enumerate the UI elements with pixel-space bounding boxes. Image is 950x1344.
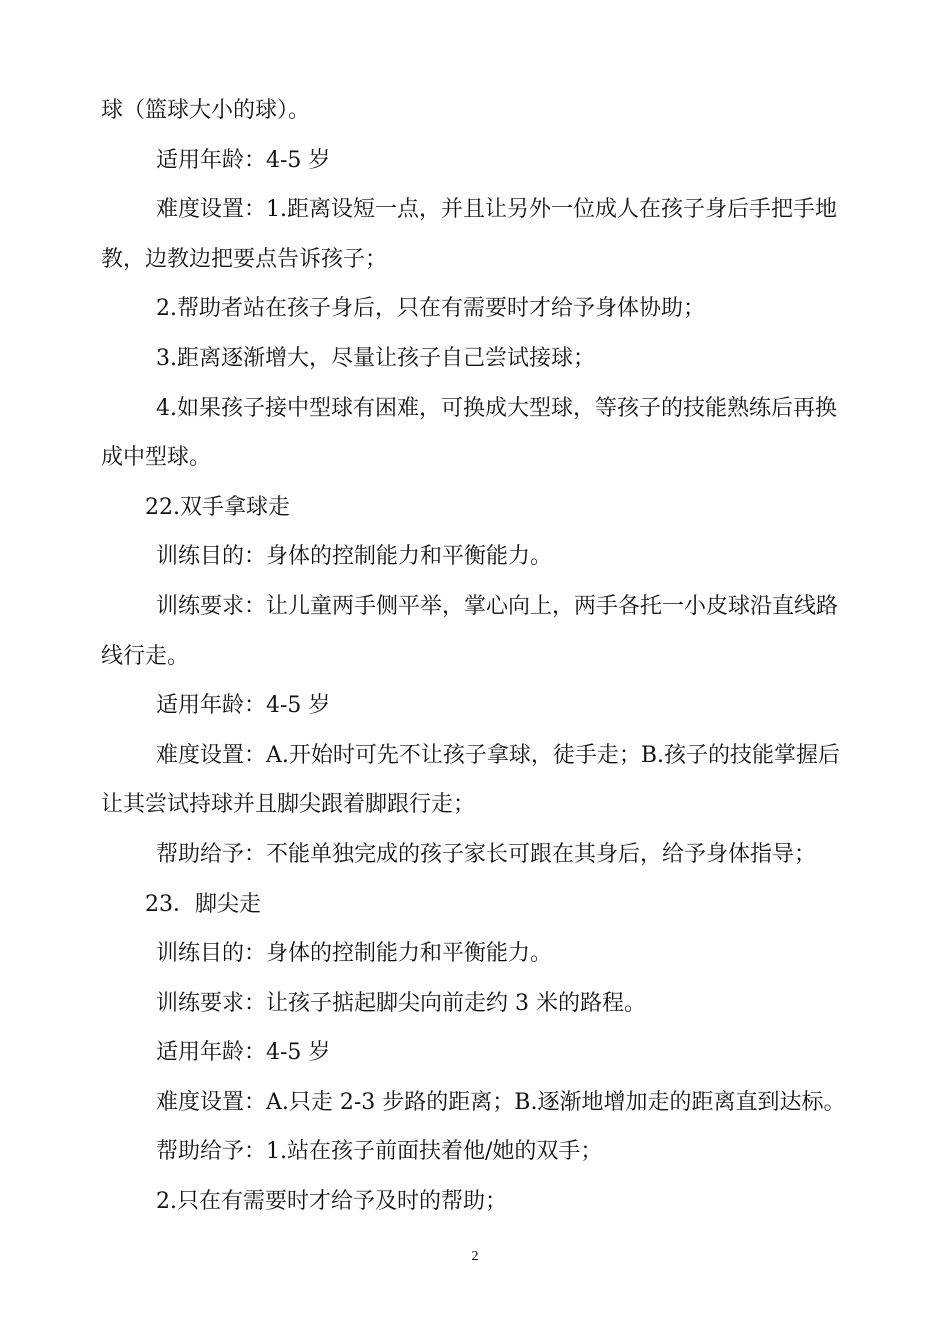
text-line: 难度设置：A.只走 2-3 步路的距离；B.逐渐地增加走的距离直到达标。 <box>156 1089 846 1115</box>
text-line: 线行走。 <box>101 643 190 669</box>
text-line: 4.如果孩子接中型球有困难，可换成大型球，等孩子的技能熟练后再换 <box>156 395 837 421</box>
text-line: 3.距离逐渐增大，尽量让孩子自己尝试接球； <box>156 345 595 371</box>
text-line: 教，边教边把要点告诉孩子； <box>101 246 388 272</box>
text-line: 训练目的：身体的控制能力和平衡能力。 <box>156 941 553 967</box>
text-line: 训练要求：让儿童两手侧平举，掌心向上，两手各托一小皮球沿直线路 <box>156 593 839 619</box>
text-line: 适用年龄：4-5 岁 <box>156 693 331 719</box>
text-line: 帮助给予：不能单独完成的孩子家长可跟在其身后，给予身体指导； <box>156 841 817 867</box>
text-line: 帮助给予：1.站在孩子前面扶着他/她的双手； <box>156 1139 603 1165</box>
text-line: 难度设置：1.距离设短一点，并且让另外一位成人在孩子身后手把手地 <box>156 197 837 223</box>
text-line: 让其尝试持球并且脚尖跟着脚跟行走； <box>101 792 476 818</box>
text-line: 2.只在有需要时才给予及时的帮助； <box>156 1189 507 1215</box>
text-line: 训练目的：身体的控制能力和平衡能力。 <box>156 544 553 570</box>
text-line: 2.帮助者站在孩子身后，只在有需要时才给予身体协助； <box>156 296 705 322</box>
section-heading: 23．脚尖走 <box>145 891 261 917</box>
text-line: 适用年龄：4-5 岁 <box>156 147 331 173</box>
text-line: 成中型球。 <box>101 445 212 471</box>
section-heading: 22.双手拿球走 <box>145 494 290 520</box>
page-number: 2 <box>471 1249 479 1264</box>
text-line: 训练要求：让孩子掂起脚尖向前走约 3 米的路程。 <box>156 990 646 1016</box>
text-line: 球（篮球大小的球）。 <box>101 98 311 123</box>
document-body <box>101 86 853 1227</box>
text-line: 适用年龄：4-5 岁 <box>156 1040 331 1066</box>
text-line: 难度设置：A.开始时可先不让孩子拿球，徒手走；B.孩子的技能掌握后 <box>156 742 841 768</box>
